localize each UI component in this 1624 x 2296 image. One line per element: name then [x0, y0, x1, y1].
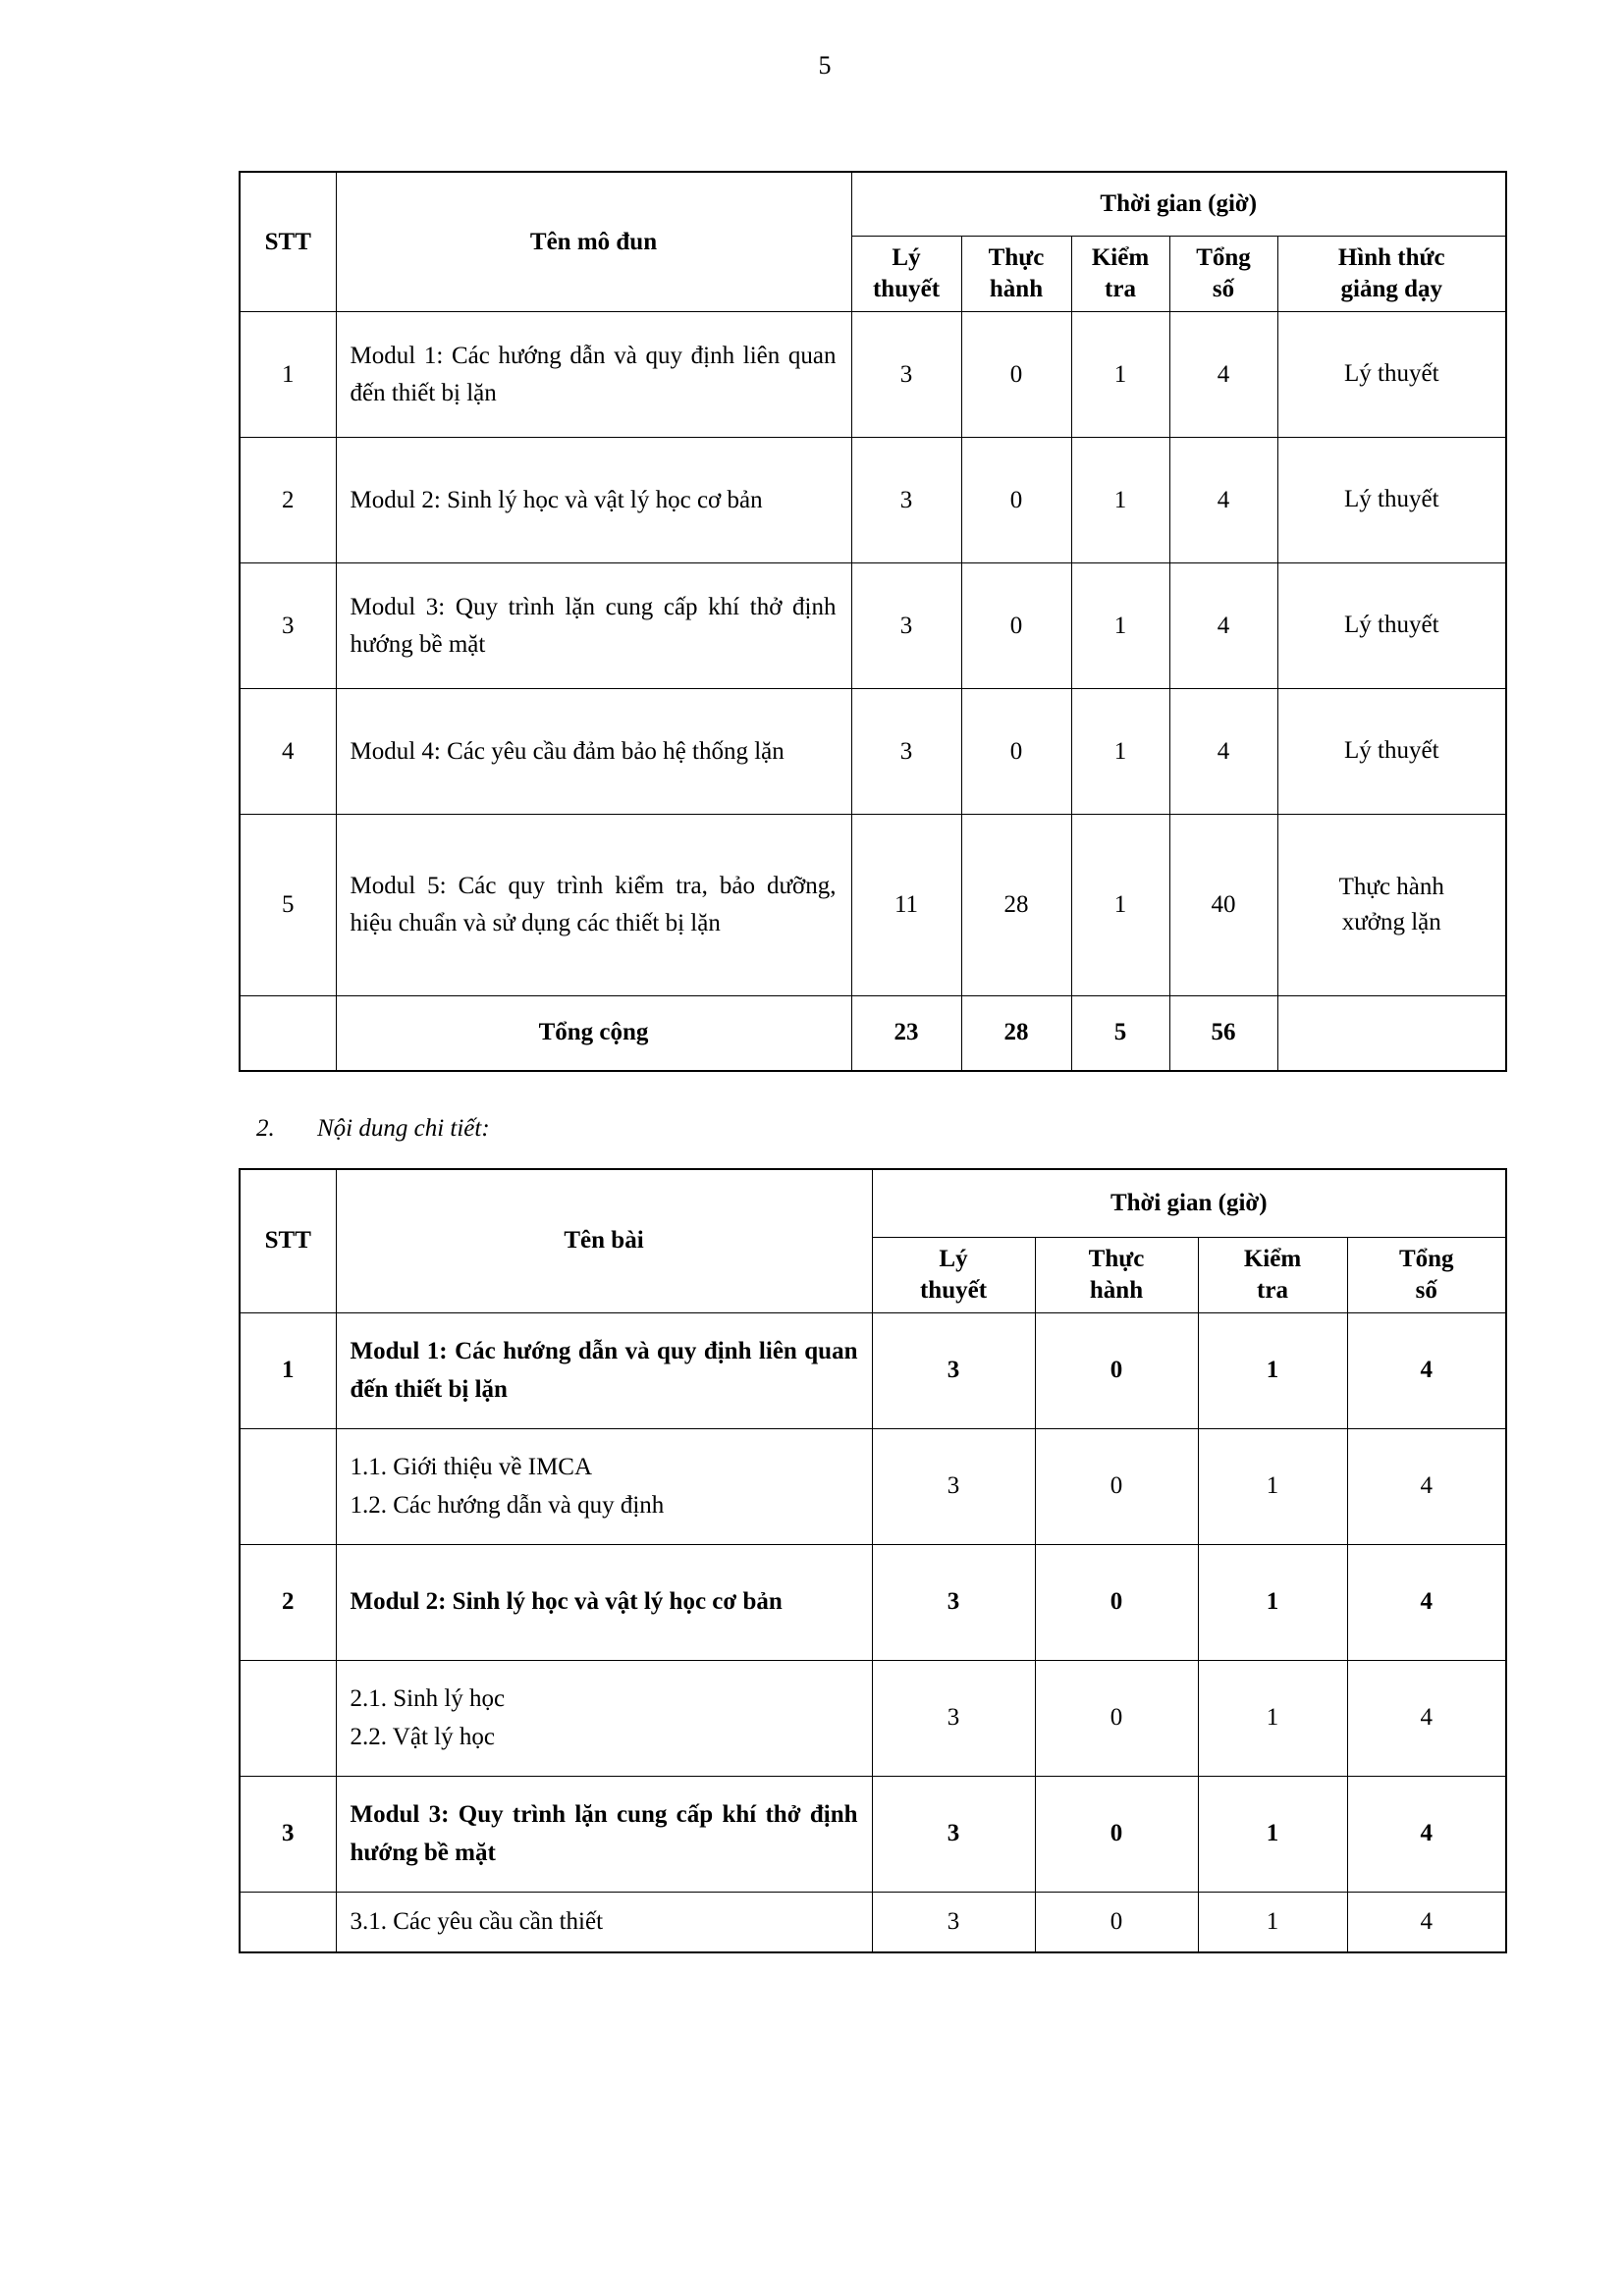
detail-header-kiem-tra: Kiểm tra	[1198, 1237, 1347, 1312]
cell-ly_thuyet: 3	[872, 1428, 1035, 1544]
detail-header-name: Tên bài	[336, 1169, 872, 1313]
cell-ly_thuyet: 3	[851, 563, 961, 689]
cell-name: Modul 2: Sinh lý học và vật lý học cơ bản	[336, 438, 851, 563]
header-ly-thuyet: Lý thuyết	[851, 237, 961, 312]
cell-hinh_thuc: Lý thuyết	[1277, 563, 1506, 689]
total-label: Tổng cộng	[336, 996, 851, 1071]
cell-tong_so: 4	[1347, 1312, 1506, 1428]
module-row	[240, 1312, 1506, 1428]
cell-lesson-name: 2.1. Sinh lý học 2.2. Vật lý học	[336, 1660, 872, 1776]
cell-name: Modul 5: Các quy trình kiểm tra, bảo dưỡng, hiệu chuẩn và sử dụng các thiết bị lặn	[336, 815, 851, 996]
cell-kiem_tra: 1	[1071, 689, 1169, 815]
cell-thuc_hanh: 0	[1035, 1544, 1198, 1660]
cell-tong_so: 4	[1169, 312, 1277, 438]
total-hinh-thuc	[1277, 996, 1506, 1071]
detail-header-thuc-hanh: Thực hành	[1035, 1237, 1198, 1312]
cell-stt: 5	[240, 815, 336, 996]
cell-kiem_tra: 1	[1198, 1544, 1347, 1660]
cell-kiem_tra: 1	[1071, 563, 1169, 689]
detail-header-time-group: Thời gian (giờ)	[872, 1169, 1506, 1238]
cell-thuc_hanh: 0	[1035, 1892, 1198, 1952]
cell-stt	[240, 1892, 336, 1952]
cell-ly_thuyet: 3	[872, 1892, 1035, 1952]
section-number: 2.	[256, 1114, 275, 1142]
cell-module-name: Modul 3: Quy trình lặn cung cấp khí thở định hướng bề mặt	[336, 1776, 872, 1892]
cell-tong_so: 4	[1347, 1776, 1506, 1892]
table-header-row-1	[240, 172, 1506, 237]
table-row	[240, 689, 1506, 815]
cell-tong_so: 40	[1169, 815, 1277, 996]
cell-kiem_tra: 1	[1198, 1776, 1347, 1892]
table-row	[240, 312, 1506, 438]
header-kiem-tra: Kiểm tra	[1071, 237, 1169, 312]
cell-kiem_tra: 1	[1198, 1892, 1347, 1952]
cell-stt	[240, 1428, 336, 1544]
lesson-row	[240, 1428, 1506, 1544]
cell-thuc_hanh: 0	[1035, 1660, 1198, 1776]
total-row	[240, 996, 1506, 1071]
header-hinh-thuc: Hình thức giảng dạy	[1277, 237, 1506, 312]
detail-header-ly-thuyet: Lý thuyết	[872, 1237, 1035, 1312]
cell-kiem_tra: 1	[1071, 438, 1169, 563]
total-empty-stt	[240, 996, 336, 1071]
detail-header-tong-so: Tổng số	[1347, 1237, 1506, 1312]
cell-stt: 1	[240, 312, 336, 438]
cell-module-name: Modul 2: Sinh lý học và vật lý học cơ bản	[336, 1544, 872, 1660]
section-title: Nội dung chi tiết:	[317, 1114, 490, 1142]
cell-thuc_hanh: 0	[1035, 1428, 1198, 1544]
total-tong-so: 56	[1169, 996, 1277, 1071]
cell-ly_thuyet: 3	[851, 689, 961, 815]
cell-thuc_hanh: 0	[961, 438, 1071, 563]
header-stt: STT	[240, 172, 336, 312]
cell-stt: 2	[240, 438, 336, 563]
cell-tong_so: 4	[1347, 1544, 1506, 1660]
lesson-row	[240, 1660, 1506, 1776]
cell-thuc_hanh: 0	[961, 563, 1071, 689]
cell-tong_so: 4	[1347, 1660, 1506, 1776]
total-kiem-tra: 5	[1071, 996, 1169, 1071]
module-row	[240, 1544, 1506, 1660]
cell-ly_thuyet: 3	[851, 312, 961, 438]
header-module-name: Tên mô đun	[336, 172, 851, 312]
detail-header-stt: STT	[240, 1169, 336, 1313]
cell-ly_thuyet: 11	[851, 815, 961, 996]
cell-thuc_hanh: 28	[961, 815, 1071, 996]
cell-tong_so: 4	[1347, 1892, 1506, 1952]
cell-name: Modul 4: Các yêu cầu đảm bảo hệ thống lặn	[336, 689, 851, 815]
table-row	[240, 815, 1506, 996]
cell-stt: 3	[240, 1776, 336, 1892]
cell-lesson-name: 3.1. Các yêu cầu cần thiết	[336, 1892, 872, 1952]
cell-thuc_hanh: 0	[961, 312, 1071, 438]
cell-ly_thuyet: 3	[872, 1544, 1035, 1660]
page-number: 5	[818, 51, 832, 80]
cell-kiem_tra: 1	[1198, 1428, 1347, 1544]
total-thuc-hanh: 28	[961, 996, 1071, 1071]
cell-hinh_thuc: Lý thuyết	[1277, 312, 1506, 438]
cell-lesson-name: 1.1. Giới thiệu về IMCA 1.2. Các hướng dẫn và quy định	[336, 1428, 872, 1544]
cell-ly_thuyet: 3	[872, 1776, 1035, 1892]
cell-name: Modul 3: Quy trình lặn cung cấp khí thở định hướng bề mặt	[336, 563, 851, 689]
cell-stt: 3	[240, 563, 336, 689]
table-row	[240, 438, 1506, 563]
cell-kiem_tra: 1	[1198, 1312, 1347, 1428]
cell-kiem_tra: 1	[1071, 312, 1169, 438]
header-thuc-hanh: Thực hành	[961, 237, 1071, 312]
lesson-row	[240, 1892, 1506, 1952]
cell-kiem_tra: 1	[1198, 1660, 1347, 1776]
detail-content-table	[239, 1168, 1507, 1954]
cell-ly_thuyet: 3	[872, 1660, 1035, 1776]
module-summary-table	[239, 171, 1507, 1072]
cell-stt: 2	[240, 1544, 336, 1660]
cell-thuc_hanh: 0	[961, 689, 1071, 815]
cell-tong_so: 4	[1169, 438, 1277, 563]
cell-stt	[240, 1660, 336, 1776]
cell-ly_thuyet: 3	[872, 1312, 1035, 1428]
cell-hinh_thuc: Lý thuyết	[1277, 438, 1506, 563]
cell-tong_so: 4	[1347, 1428, 1506, 1544]
cell-thuc_hanh: 0	[1035, 1776, 1198, 1892]
table-row	[240, 563, 1506, 689]
header-tong-so: Tổng số	[1169, 237, 1277, 312]
header-time-group: Thời gian (giờ)	[851, 172, 1506, 237]
cell-name: Modul 1: Các hướng dẫn và quy định liên quan đến thiết bị lặn	[336, 312, 851, 438]
cell-thuc_hanh: 0	[1035, 1312, 1198, 1428]
cell-hinh_thuc: Lý thuyết	[1277, 689, 1506, 815]
cell-kiem_tra: 1	[1071, 815, 1169, 996]
module-row	[240, 1776, 1506, 1892]
cell-stt: 4	[240, 689, 336, 815]
cell-ly_thuyet: 3	[851, 438, 961, 563]
cell-stt: 1	[240, 1312, 336, 1428]
section-heading	[239, 1115, 1624, 1143]
cell-tong_so: 4	[1169, 689, 1277, 815]
total-ly-thuyet: 23	[851, 996, 961, 1071]
cell-tong_so: 4	[1169, 563, 1277, 689]
cell-module-name: Modul 1: Các hướng dẫn và quy định liên quan đến thiết bị lặn	[336, 1312, 872, 1428]
detail-header-row-1	[240, 1169, 1506, 1238]
cell-hinh_thuc: Thực hành xưởng lặn	[1277, 815, 1506, 996]
